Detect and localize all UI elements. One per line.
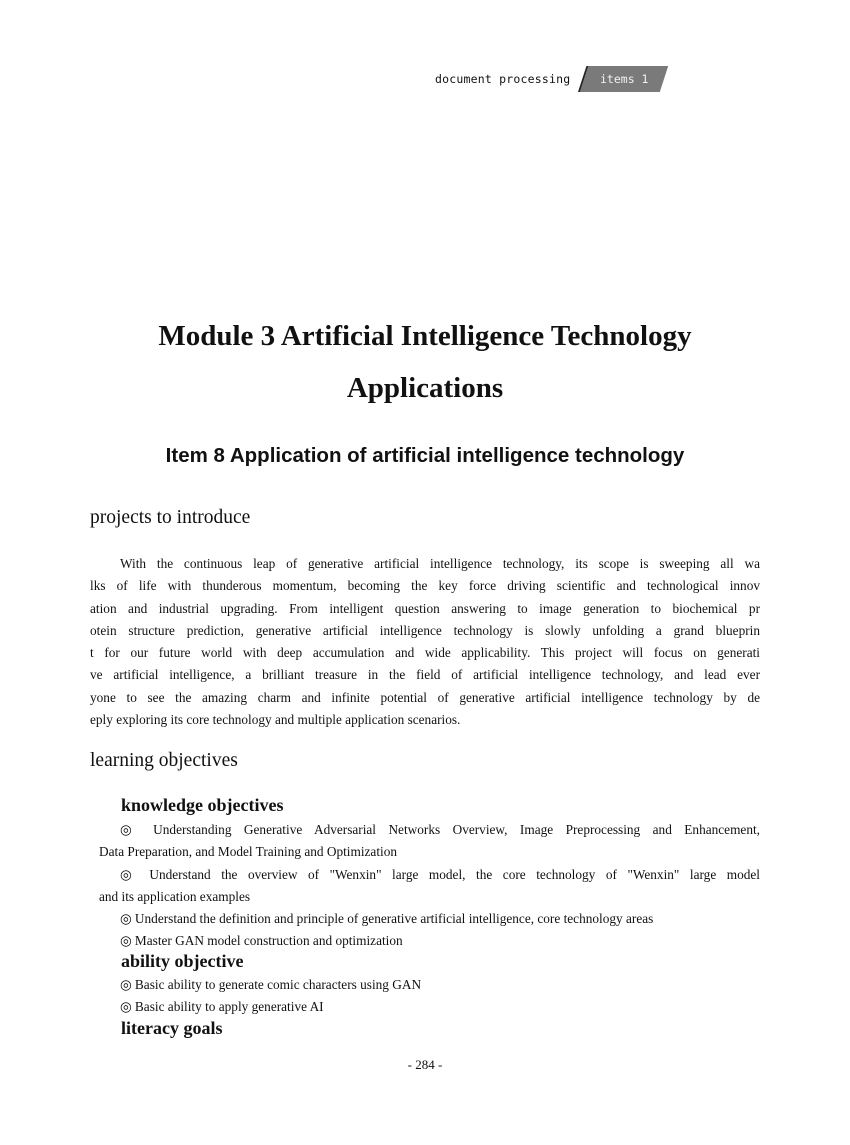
objective-item-continued: Data Preparation, and Model Training and Optimization [99,844,398,860]
paragraph-line: yone to see the amazing charm and infinite potential of generative artificial intelligence technology by de [90,689,760,705]
objective-item: ◎ Understanding Generative Adversarial Networks Overview, Image Preprocessing and Enhancement, [120,822,760,837]
module-title-line-2: Applications [346,372,504,404]
header-tab-label: items 1 [600,72,649,86]
paragraph-line: With the continuous leap of generative artificial intelligence technology, its scope is sweeping all wa [120,556,760,571]
knowledge-objectives-list [99,819,760,953]
objective-item: ◎ Master GAN model construction and optimization [120,933,403,949]
literacy-goals-heading: literacy goals [121,1018,223,1038]
ability-objective-heading: ability objective [121,951,244,971]
objective-item: ◎ Basic ability to generate comic characters using GAN [120,977,422,992]
paragraph-line: t for our future world with deep accumulation and wide applicability. This project will focus on generati [90,645,760,661]
objective-item: ◎ Basic ability to apply generative AI [120,999,324,1015]
header-section-label: document processing [435,72,571,86]
paragraph-line: otein structure prediction, generative artificial intelligence technology is slowly unfolding a grand blueprin [90,622,760,638]
knowledge-objectives-heading: knowledge objectives [121,795,284,815]
module-title-line-1: Module 3 Artificial Intelligence Technology [158,320,692,352]
section-heading-learning: learning objectives [90,750,238,771]
paragraph-line: lks of life with thunderous momentum, becoming the key force driving scientific and technological innov [90,578,760,594]
intro-paragraph [90,553,760,731]
objective-item-continued: and its application examples [99,888,251,904]
paragraph-line: eply exploring its core technology and multiple application scenarios. [90,712,461,728]
section-heading-intro: projects to introduce [90,507,251,528]
ability-objectives-list [99,974,760,1019]
objective-item: ◎ Understand the definition and principle of generative artificial intelligence, core technology areas [120,911,654,927]
paragraph-line: ation and industrial upgrading. From intelligent question answering to image generation to biochemical pr [90,600,760,616]
module-title [0,310,850,414]
paragraph-line: ve artificial intelligence, a brilliant treasure in the field of artificial intelligence technology, and lead ever [90,667,760,683]
page-number: - 284 - [407,1057,443,1072]
item-title: Item 8 Application of artificial intelligence technology [165,444,685,467]
objective-item: ◎ Understand the overview of "Wenxin" large model, the core technology of "Wenxin" large model [120,866,760,882]
